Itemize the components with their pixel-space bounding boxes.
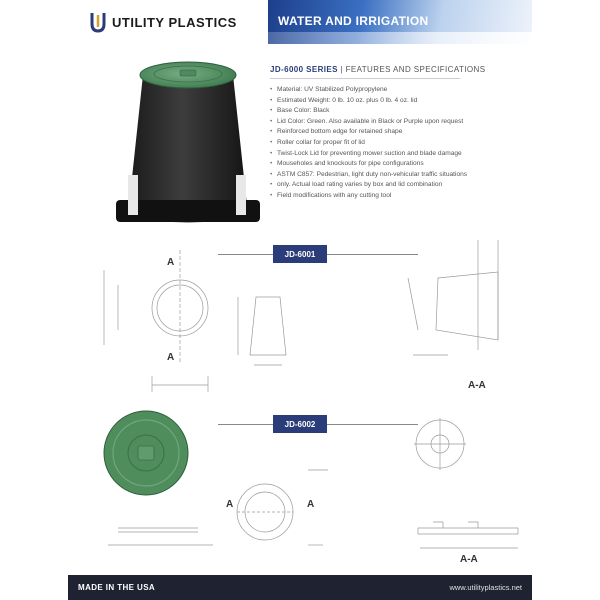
section-mark-bottom: A bbox=[167, 352, 175, 363]
list-item: • ASTM C857: Pedestrian, light duty non-vehicular traffic situations bbox=[270, 170, 510, 181]
section-label-1: A-A bbox=[468, 380, 486, 391]
section-view-1 bbox=[436, 272, 498, 340]
list-item: • Lid Color: Green. Also available in Black or Purple upon request bbox=[270, 117, 510, 128]
section-mark-left: A bbox=[226, 499, 234, 510]
list-item: • Roller collar for proper fit of lid bbox=[270, 138, 510, 149]
footer-bar bbox=[68, 575, 532, 600]
made-in-usa: MADE IN THE USA bbox=[78, 583, 156, 592]
website-link[interactable]: www.utilityplastics.net bbox=[449, 583, 522, 592]
lid-photo bbox=[104, 411, 188, 495]
list-item: • Base Color: Black bbox=[270, 106, 510, 117]
list-item: • Twist-Lock Lid for preventing mower suction and blade damage bbox=[270, 149, 510, 160]
section-label-2: A-A bbox=[460, 554, 478, 565]
heading-text: FEATURES AND SPECIFICATIONS bbox=[345, 65, 486, 74]
heading-separator: | bbox=[340, 65, 343, 74]
section-view-2 bbox=[418, 528, 518, 534]
series-name: JD-6000 SERIES bbox=[270, 65, 338, 74]
list-item: • Estimated Weight: 0 lb. 10 oz. plus 0 lb. 4 oz. lid bbox=[270, 96, 510, 107]
list-item: • Field modifications with any cutting tool bbox=[270, 191, 510, 202]
list-item: • only. Actual load rating varies by box and lid combination bbox=[270, 180, 510, 191]
list-item: • Reinforced bottom edge for retained shape bbox=[270, 127, 510, 138]
technical-drawings bbox=[68, 0, 532, 575]
list-item: • Material: UV Stabilized Polypropylene bbox=[270, 85, 510, 96]
model-tag-jd-6002: JD-6002 bbox=[273, 415, 327, 433]
brand-name: UTILITY PLASTICS bbox=[112, 14, 237, 30]
banner-title: WATER AND IRRIGATION bbox=[278, 14, 429, 28]
model-tag-jd-6001: JD-6001 bbox=[273, 245, 327, 263]
spec-sheet bbox=[68, 0, 532, 600]
list-item: • Mouseholes and knockouts for pipe configurations bbox=[270, 159, 510, 170]
section-mark-top: A bbox=[167, 257, 175, 268]
section-mark-right: A bbox=[307, 499, 315, 510]
side-profile bbox=[250, 297, 286, 355]
